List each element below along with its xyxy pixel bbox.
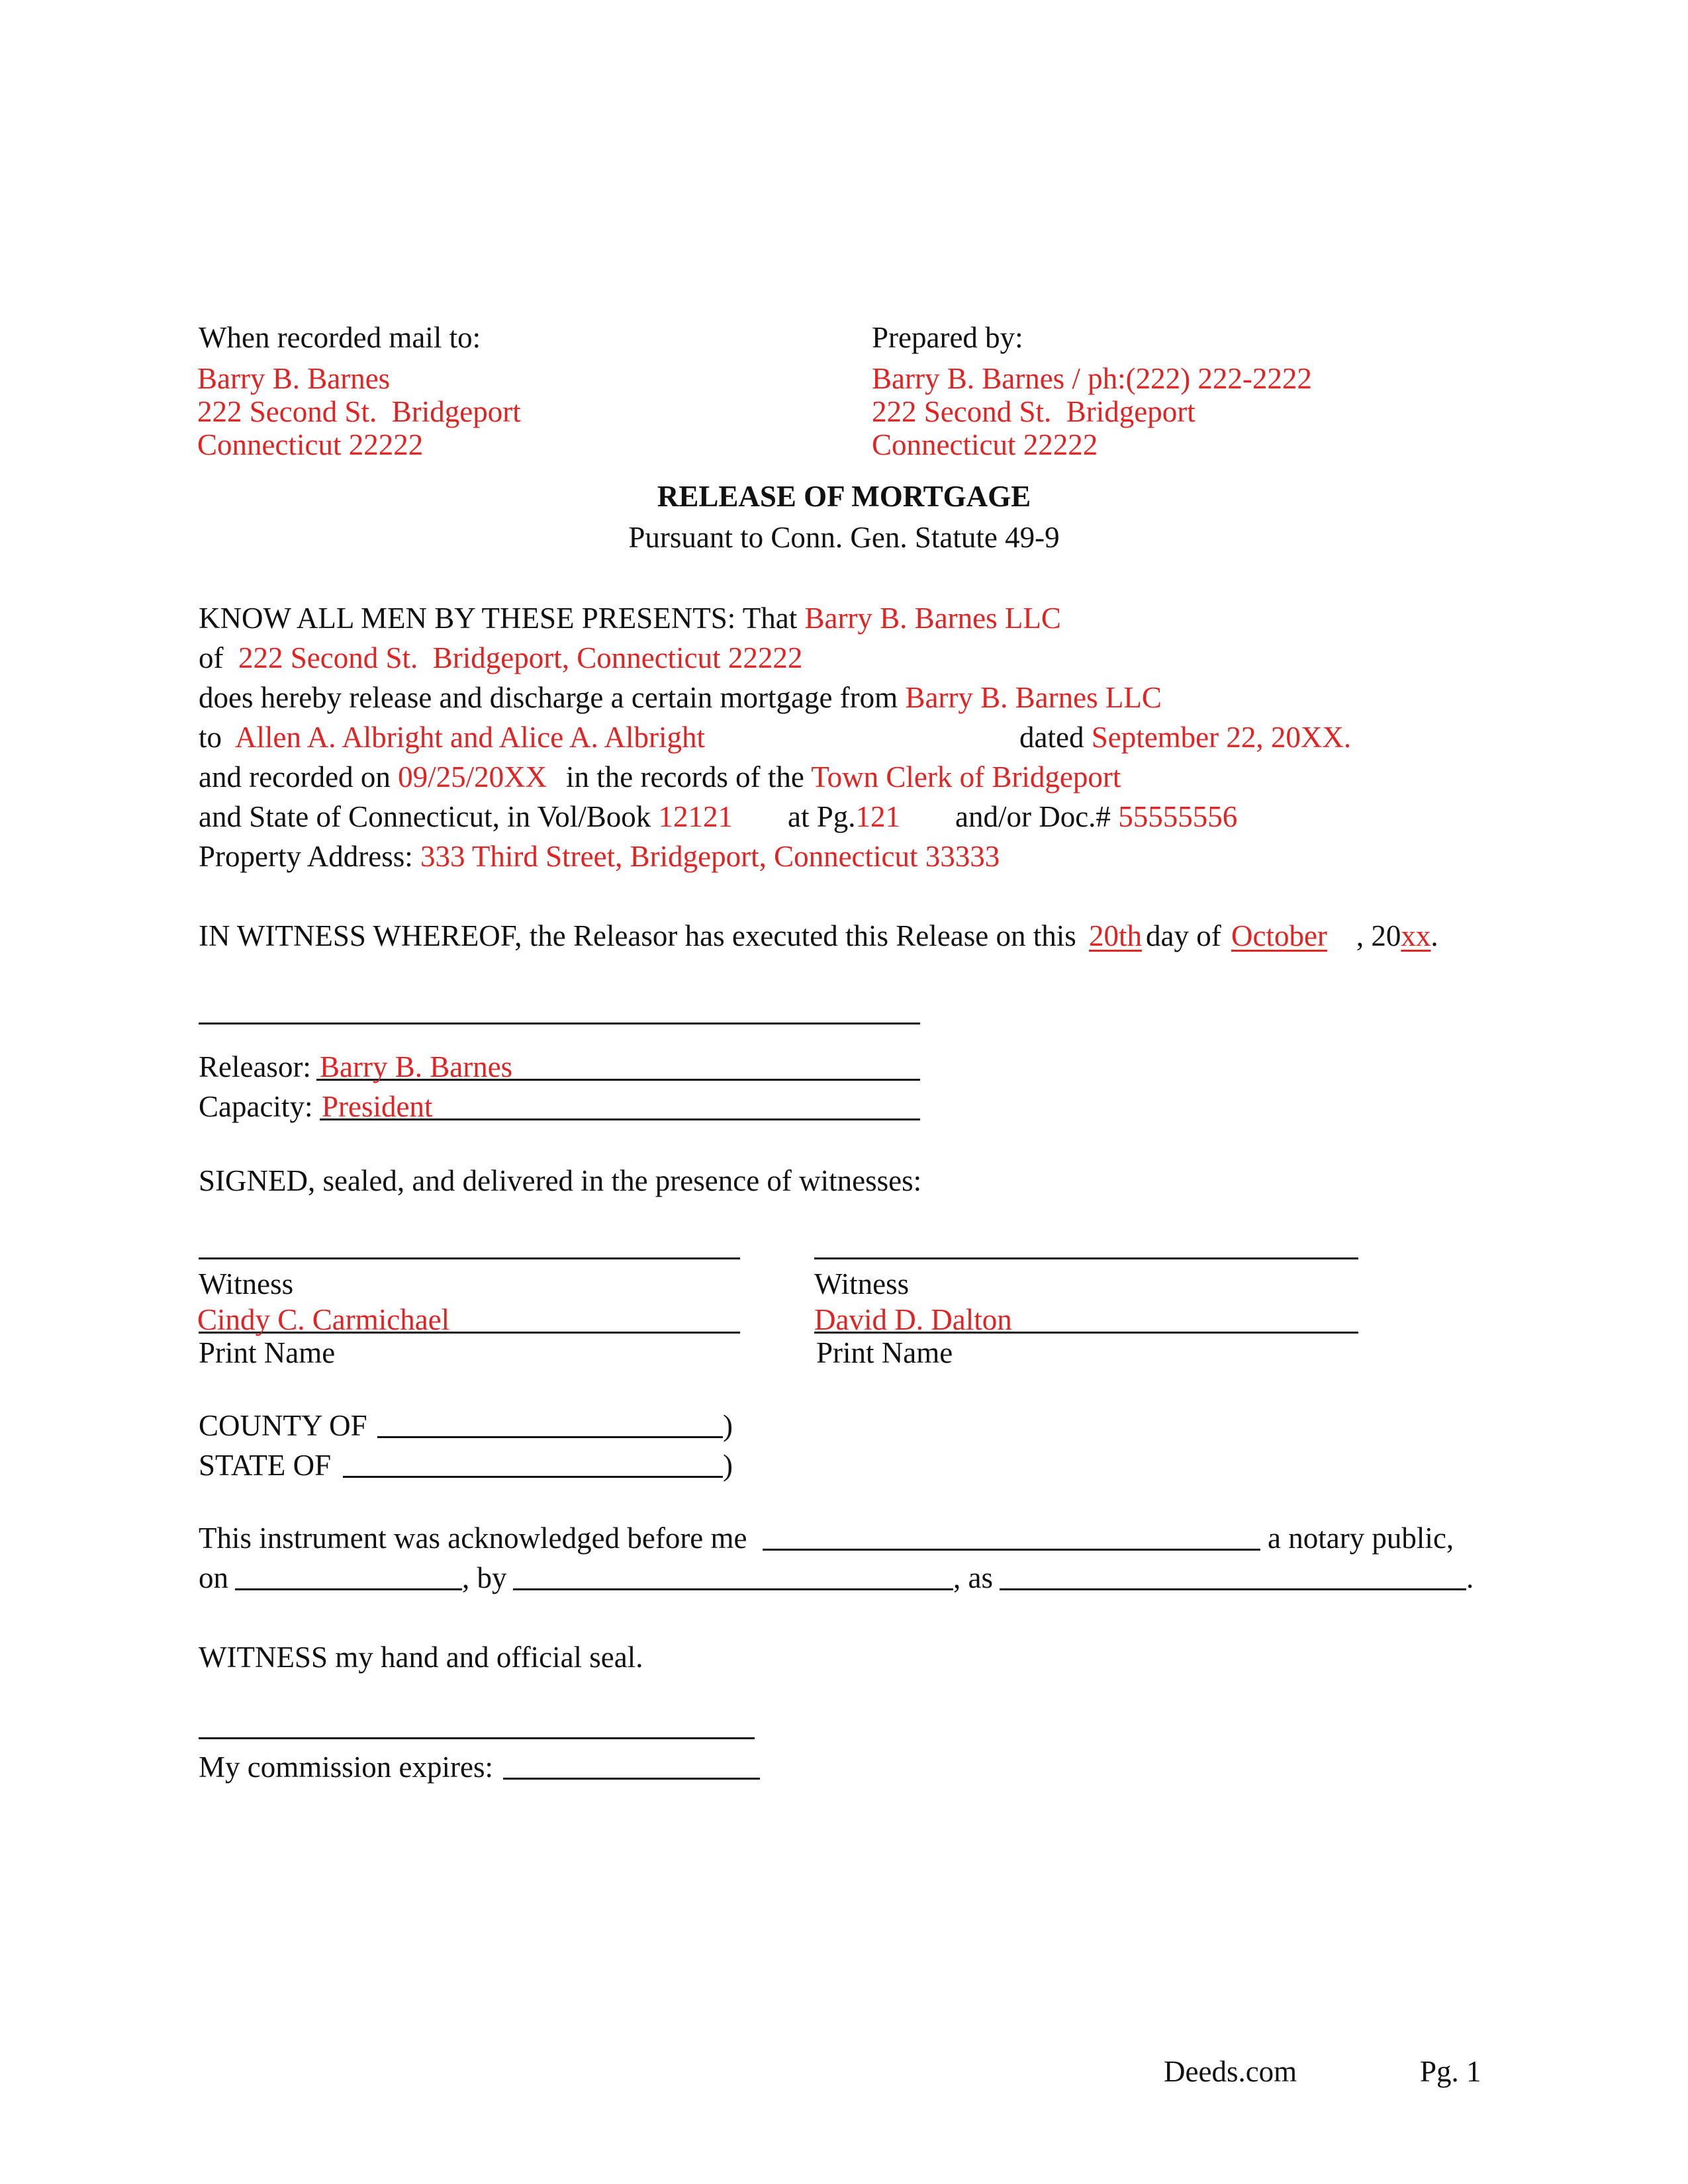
capacity-label: Capacity:: [199, 1090, 313, 1123]
pg-label: at Pg.: [788, 800, 856, 833]
commission-line: [503, 1778, 760, 1780]
mail-to-street: 222 Second St. Bridgeport: [197, 395, 521, 428]
witness-2-name: David D. Dalton: [814, 1303, 1012, 1336]
witness-1-label: Witness: [199, 1267, 294, 1300]
state-paren: ): [723, 1449, 733, 1482]
county-line: [377, 1436, 723, 1438]
document-title: RELEASE OF MORTGAGE: [657, 480, 1031, 513]
ack-text: This instrument was acknowledged before me: [199, 1522, 747, 1555]
ack-by-line: [513, 1588, 953, 1590]
witness-2-label: Witness: [814, 1267, 910, 1300]
releasor-entity: Barry B. Barnes LLC: [804, 602, 1061, 635]
records-field: [566, 762, 1121, 792]
releasor-signature-line: [199, 1023, 920, 1024]
signed-sealed-text: SIGNED, sealed, and delivered in the presence of witnesses:: [199, 1164, 922, 1197]
ack-end-period: .: [1466, 1561, 1474, 1594]
execution-month: October: [1231, 919, 1327, 952]
notary-signature-line: [199, 1737, 755, 1739]
execution-year: xx: [1401, 919, 1431, 952]
witness-1-name: Cindy C. Carmichael: [197, 1303, 450, 1336]
property-address: 333 Third Street, Bridgeport, Connecticut 33333: [420, 840, 1000, 873]
recorded-on-label: and recorded on: [199, 760, 391, 794]
releasor-address: 222 Second St. Bridgeport, Connecticut 22222: [238, 641, 803, 674]
dated-value: September 22, 20XX.: [1091, 721, 1352, 754]
notary-name-line: [763, 1549, 1260, 1551]
body-line-2: [199, 643, 802, 673]
ack-as-line: [1000, 1588, 1466, 1590]
county-label: COUNTY OF: [199, 1409, 367, 1442]
dated-label: dated: [1019, 721, 1084, 754]
know-all-men-text: KNOW ALL MEN BY THESE PRESENTS: That: [199, 602, 798, 635]
witness-1-signature-line: [199, 1257, 740, 1259]
body-line-1: [199, 604, 1061, 633]
county-paren: ): [723, 1409, 733, 1442]
commission-label: My commission expires:: [199, 1751, 493, 1784]
releasor-name: Barry B. Barnes: [320, 1050, 513, 1083]
recorded-date: 09/25/20XX: [398, 760, 547, 794]
dated-field: [1019, 723, 1351, 752]
doc-field: [955, 802, 1237, 832]
seal-text: WITNESS my hand and official seal.: [199, 1641, 643, 1674]
releasor-label: Releasor:: [199, 1050, 311, 1083]
property-label: Property Address:: [199, 840, 413, 873]
mortgagee-name: Barry B. Barnes LLC: [905, 681, 1162, 714]
witness-2-print-label: Print Name: [816, 1336, 953, 1369]
witness-2-signature-line: [814, 1257, 1358, 1259]
on-label: on: [199, 1561, 228, 1594]
ack-date-line: [235, 1588, 462, 1590]
page-field: [788, 802, 900, 832]
witness-clause-text: IN WITNESS WHEREOF, the Releasor has executed this Release on this: [199, 919, 1076, 952]
footer-page-number: Pg. 1: [1420, 2055, 1481, 2088]
records-office: Town Clerk of Bridgeport: [811, 760, 1121, 794]
notary-public-text: a notary public,: [1268, 1522, 1454, 1555]
release-discharge-text: does hereby release and discharge a certain mortgage from: [199, 681, 898, 714]
execution-day: 20th: [1088, 919, 1142, 952]
witness-1-print-label: Print Name: [199, 1336, 336, 1369]
doc-label: and/or Doc.#: [955, 800, 1111, 833]
body-line-3: [199, 683, 1162, 713]
pg-value: 121: [855, 800, 901, 833]
as-label: , as: [953, 1561, 993, 1594]
by-label: , by: [462, 1561, 507, 1594]
prepared-by-label: Prepared by:: [872, 321, 1023, 354]
capacity-value: President: [322, 1090, 433, 1123]
mail-to-label: When recorded mail to:: [199, 321, 481, 354]
day-of-text: day of: [1146, 919, 1221, 952]
of-text: of: [199, 641, 224, 674]
footer-source: Deeds.com: [1164, 2055, 1297, 2088]
clause-period: .: [1430, 919, 1438, 952]
year-prefix: , 20: [1356, 919, 1401, 952]
prepared-by-name: Barry B. Barnes / ph:(222) 222-2222: [872, 362, 1312, 395]
state-label: STATE OF: [199, 1449, 332, 1482]
doc-number: 55555556: [1118, 800, 1238, 833]
mail-to-name: Barry B. Barnes: [197, 362, 391, 395]
body-line-7: [199, 842, 1000, 872]
vol-book-value: 12121: [658, 800, 733, 833]
body-line-4: [199, 723, 705, 752]
records-label: in the records of the: [566, 760, 804, 794]
body-line-6: [199, 802, 733, 832]
state-line: [343, 1476, 723, 1478]
prepared-by-state: Connecticut 22222: [872, 428, 1098, 461]
mortgagor-names: Allen A. Albright and Alice A. Albright: [235, 721, 706, 754]
document-subtitle: Pursuant to Conn. Gen. Statute 49-9: [628, 521, 1060, 554]
mail-to-state: Connecticut 22222: [197, 428, 424, 461]
prepared-by-street: 222 Second St. Bridgeport: [872, 395, 1196, 428]
witness-clause: [199, 921, 1438, 951]
vol-book-label: and State of Connecticut, in Vol/Book: [199, 800, 651, 833]
body-line-5: [199, 762, 547, 792]
to-text: to: [199, 721, 222, 754]
